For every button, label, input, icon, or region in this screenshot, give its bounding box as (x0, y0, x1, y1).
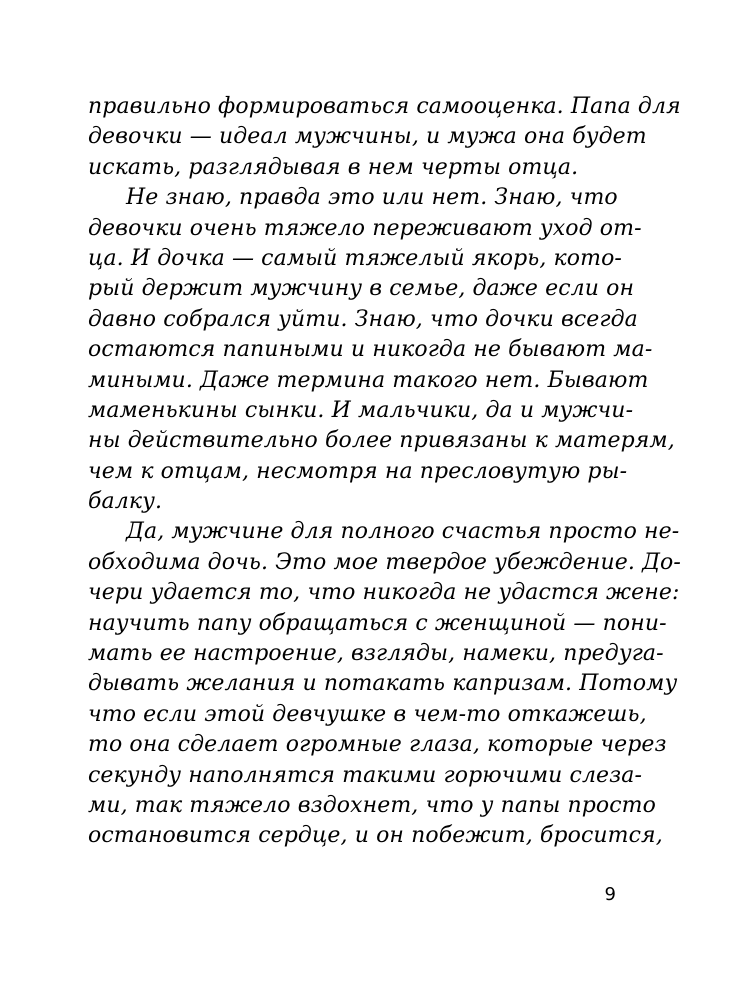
text-line: ми, так тяжело вздохнет, что у папы просто (88, 792, 656, 818)
text-line: то она сделает огромные глаза, которые через (88, 732, 667, 758)
page-text (88, 92, 681, 852)
page-number: 9 (604, 884, 616, 905)
text-line: искать, разглядывая в нем черты отца. (88, 154, 579, 180)
text-line: ца. И дочка — самый тяжелый якорь, кото- (88, 245, 622, 271)
text-line: миными. Даже термина такого нет. Бывают (88, 367, 649, 393)
text-line: девочки — идеал мужчины, и мужа она будет (88, 124, 647, 150)
text-line: Да, мужчине для полного счастья просто не- (126, 519, 680, 545)
text-line: остановится сердце, и он побежит, бросится, (88, 823, 663, 849)
text-line: рый держит мужчину в семье, даже если он (88, 276, 635, 302)
text-line: правильно формироваться самооценка. Папа для (88, 94, 681, 119)
text-line: Не знаю, правда это или нет. Знаю, что (126, 185, 618, 211)
text-line: маменькины сынки. И мальчики, да и мужчи- (88, 397, 634, 423)
text-line: ны действительно более привязаны к матерям, (88, 428, 675, 454)
text-line: дывать желания и потакать капризам. Потому (88, 671, 678, 697)
text-line: обходима дочь. Это мое твердое убеждение. До- (88, 549, 681, 575)
text-line: остаются папиными и никогда не бывают ма- (88, 337, 653, 363)
text-line: что если этой девчушке в чем-то откажешь, (88, 701, 647, 727)
text-line: чери удается то, что никогда не удастся жене: (88, 580, 680, 606)
text-line: чем к отцам, несмотря на пресловутую ры- (88, 458, 628, 484)
text-line: научить папу обращаться с женщиной — пони- (88, 610, 667, 636)
text-line: мать ее настроение, взгляды, намеки, предуга- (88, 641, 664, 667)
text-line: секунду наполнятся такими горючими слеза- (88, 762, 643, 788)
text-line: девочки очень тяжело переживают уход от- (88, 215, 642, 241)
text-line: давно собрался уйти. Знаю, что дочки всегда (88, 306, 638, 332)
text-line: балку. (88, 489, 163, 515)
